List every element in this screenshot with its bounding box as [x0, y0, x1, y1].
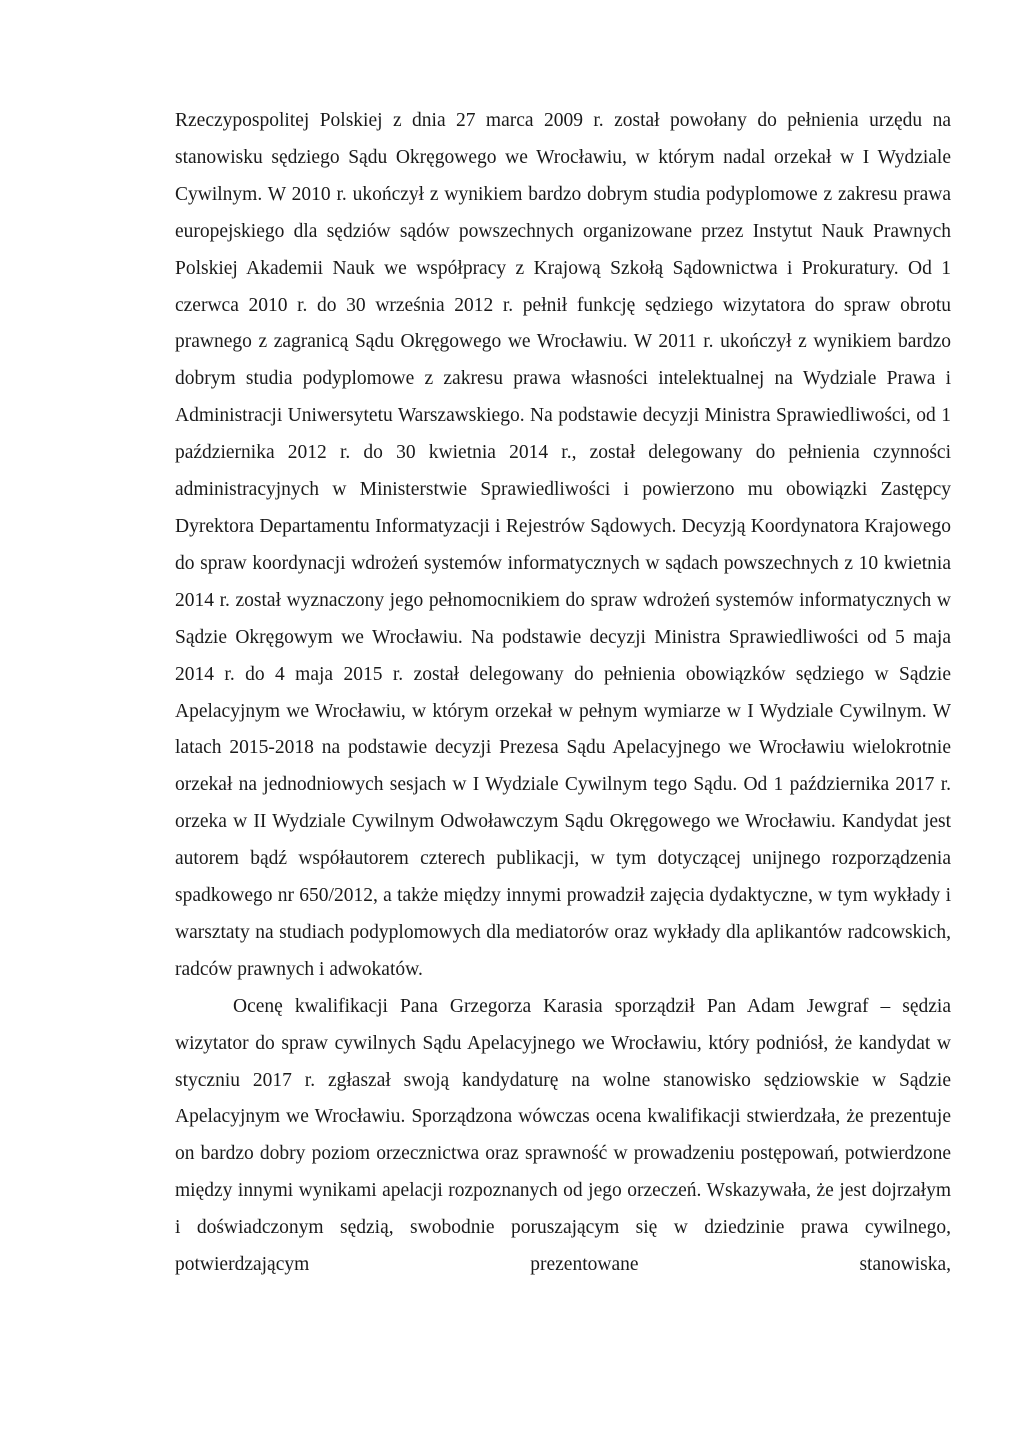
- document-body: [175, 103, 951, 1284]
- paragraph-qualification-assessment: Ocenę kwalifikacji Pana Grzegorza Karasia sporządził Pan Adam Jewgraf – sędzia wizytator do spraw cywilnych Sądu Apelacyjnego we Wrocławiu, który podniósł, że kandydat w styczniu 2017 r. zgłaszał swoją kandydaturę na wolne stanowisko sędziowskie w Sądzie Apelacyjnym we Wrocławiu. Sporządzona wówczas ocena kwalifikacji stwierdzała, że prezentuje on bardzo dobry poziom orzecznictwa oraz sprawność w prowadzeniu postępowań, potwierdzone między innymi wynikami apelacji rozpoznanych od jego orzeczeń. Wskazywała, że jest dojrzałym i doświadczonym sędzią, swobodnie poruszającym się w dziedzinie prawa cywilnego, potwierdzającym prezentowane stanowiska,: [175, 995, 951, 1276]
- paragraph-career-history: Rzeczypospolitej Polskiej z dnia 27 marca 2009 r. został powołany do pełnienia urzędu na stanowisku sędziego Sądu Okręgowego we Wrocławiu, w którym nadal orzekał w I Wydziale Cywilnym. W 2010 r. ukończył z wynikiem bardzo dobrym studia podyplomowe z zakresu prawa europejskiego dla sędziów sądów powszechnych organizowane przez Instytut Nauk Prawnych Polskiej Akademii Nauk we współpracy z Krajową Szkołą Sądownictwa i Prokuratury. Od 1 czerwca 2010 r. do 30 września 2012 r. pełnił funkcję sędziego wizytatora do spraw obrotu prawnego z zagranicą Sądu Okręgowego we Wrocławiu. W 2011 r. ukończył z wynikiem bardzo dobrym studia podyplomowe z zakresu prawa własności intelektualnej na Wydziale Prawa i Administracji Uniwersytetu Warszawskiego. Na podstawie decyzji Ministra Sprawiedliwości, od 1 października 2012 r. do 30 kwietnia 2014 r., został delegowany do pełnienia czynności administracyjnych w Ministerstwie Sprawiedliwości i powierzono mu obowiązki Zastępcy Dyrektora Departamentu Informatyzacji i Rejestrów Sądowych. Decyzją Koordynatora Krajowego do spraw koordynacji wdrożeń systemów informatycznych w sądach powszechnych z 10 kwietnia 2014 r. został wyznaczony jego pełnomocnikiem do spraw wdrożeń systemów informatycznych w Sądzie Okręgowym we Wrocławiu. Na podstawie decyzji Ministra Sprawiedliwości od 5 maja 2014 r. do 4 maja 2015 r. został delegowany do pełnienia obowiązków sędziego w Sądzie Apelacyjnym we Wrocławiu, w którym orzekał w pełnym wymiarze w I Wydziale Cywilnym. W latach 2015-2018 na podstawie decyzji Prezesa Sądu Apelacyjnego we Wrocławiu wielokrotnie orzekał na jednodniowych sesjach w I Wydziale Cywilnym tego Sądu. Od 1 października 2017 r. orzeka w II Wydziale Cywilnym Odwoławczym Sądu Okręgowego we Wrocławiu. Kandydat jest autorem bądź współautorem czterech publikacji, w tym dotyczącej unijnego rozporządzenia spadkowego nr 650/2012, a także między innymi prowadził zajęcia dydaktyczne, w tym wykłady i warsztaty na studiach podyplomowych dla mediatorów oraz wykłady dla aplikantów radcowskich, radców prawnych i adwokatów.: [175, 110, 951, 980]
